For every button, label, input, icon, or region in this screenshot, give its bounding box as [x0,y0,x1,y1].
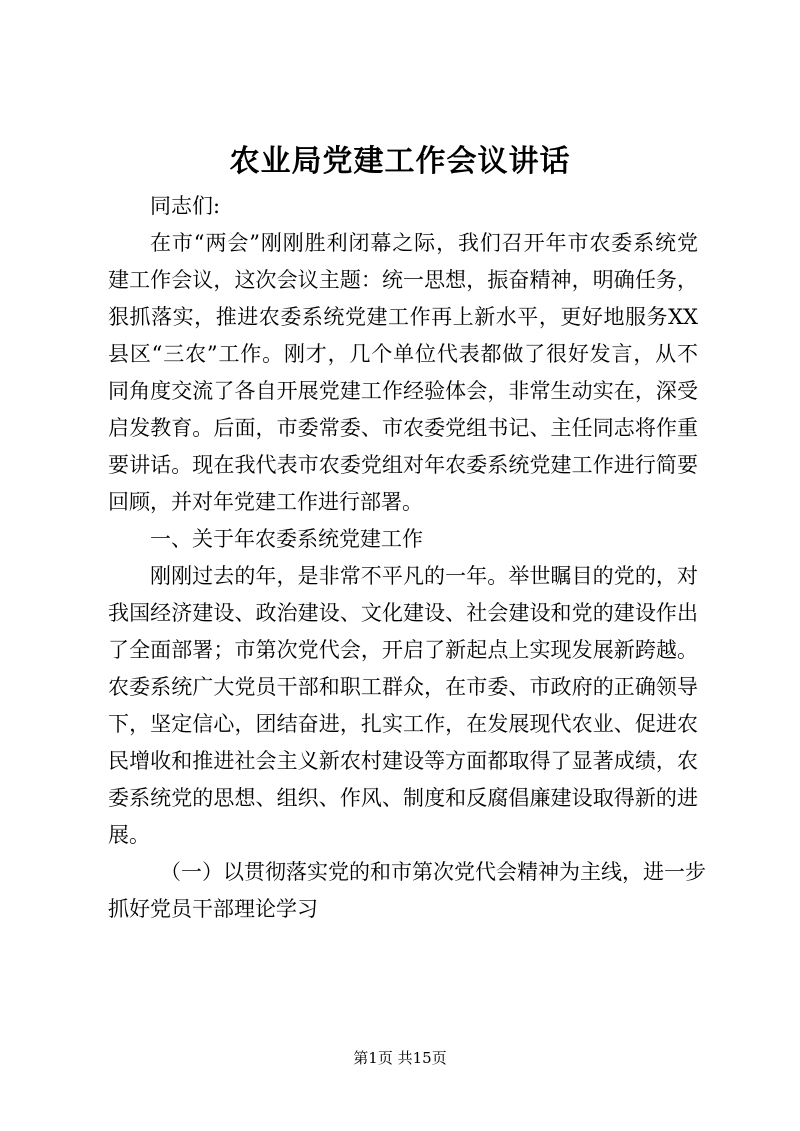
body-line: 展。 [108,823,150,847]
document-body [108,188,706,928]
body-line: 启发教育。后面，市委常委、市农委党组书记、主任同志将作重 [108,416,698,440]
body-line: 建工作会议，这次会议主题：统一思想，振奋精神，明确任务， [108,268,698,292]
body-line: 了全面部署；市第次党代会，开启了新起点上实现发展新跨越。 [108,638,698,662]
body-line: 刚刚过去的年，是非常不平凡的一年。举世瞩目的党的，对 [150,564,698,588]
body-line: 下，坚定信心，团结奋进，扎实工作，在发展现代农业、促进农 [108,712,698,736]
body-line: 狠抓落实，推进农委系统党建工作再上新水平，更好地服务XX [108,305,698,329]
body-line: 同角度交流了各自开展党建工作经验体会，非常生动实在，深受 [108,379,698,403]
body-line: 在市“两会”刚刚胜利闭幕之际，我们召开年市农委系统党 [150,231,698,255]
body-line: 委系统党的思想、组织、作风、制度和反腐倡廉建设取得新的进 [108,786,698,810]
subsection-heading-continuation: 抓好党员干部理论学习 [108,897,318,921]
page-number-footer: 第1页 共15页 [353,1049,447,1067]
body-line: 民增收和推进社会主义新农村建设等方面都取得了显著成绩，农 [108,749,698,773]
body-line: 县区“三农”工作。刚才，几个单位代表都做了很好发言，从不 [108,342,698,366]
subsection-heading: （一）以贯彻落实党的和市第次党代会精神为主线，进一步 [160,860,706,884]
body-line: 我国经济建设、政治建设、文化建设、社会建设和党的建设作出 [108,601,698,625]
document-title: 农业局党建工作会议讲话 [229,144,571,179]
body-line: 农委系统广大党员干部和职工群众，在市委、市政府的正确领导 [108,675,698,699]
body-line: 要讲话。现在我代表市农委党组对年农委系统党建工作进行简要 [108,453,698,477]
salutation-line: 同志们: [150,194,221,218]
body-line: 回顾，并对年党建工作进行部署。 [108,490,423,514]
section-heading: 一、关于年农委系统党建工作 [150,527,423,551]
